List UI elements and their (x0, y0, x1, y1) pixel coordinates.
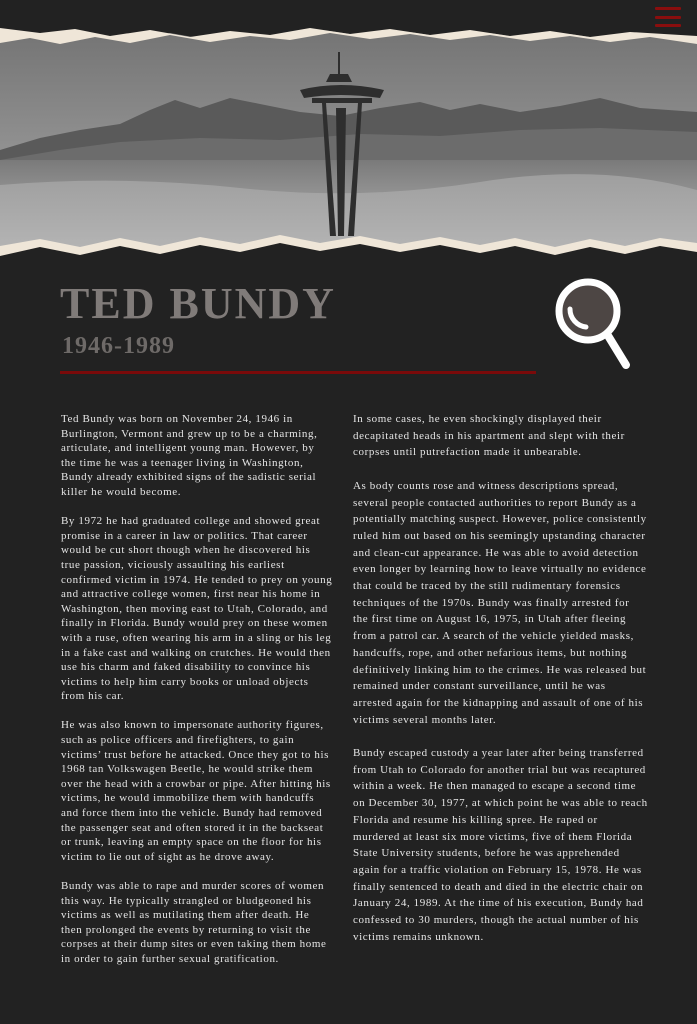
page-title: TED BUNDY (60, 279, 336, 328)
paragraph: In some cases, he even shockingly displayed their decapitated heads in his apartment and slept with their corpses until putrefaction made it unbearable. (353, 413, 625, 459)
paragraph: Ted Bundy was born on November 24, 1946 in Burlington, Vermont and grew up to be a charming, articulate, and intelligent young man. However, by the time he was a teenager living in Washington, Bundy already exhibited signs of the sadistic serial killer he would become. (61, 413, 318, 498)
title-divider (60, 371, 536, 374)
paragraph: By 1972 he had graduated college and showed great promise in a career in law or politics. That career would be cut short though when he discovered his true passion, viciously assaulting his earliest confirmed victim in 1974. He tended to prey on young and attractive college women, first near his home in Washington, then moving east to Utah, Colorado, and finally in Florida. Bundy would prey on these women with a ruse, often wearing his arm in a sling or his leg in a fake cast and walking on crutches. He would then use his charm and faked disability to convince his victims to help him carry books or unload objects from his car. (61, 515, 333, 703)
paragraph: As body counts rose and witness descriptions spread, several people contacted authorities to report Bundy as a potentially matching suspect. However, police consistently ruled him out based on his seemingly upstanding character and clean-cut appearance. He was able to avoid detection even longer by learning how to leave virtually no evidence that could be traced by the still rudimentary forensics techniques of the 1970s. Bundy was finally arrested for the first time on August 16, 1975, in Utah after fleeing from a patrol car. A search of the vehicle yielded masks, handcuffs, rope, and other nefarious items, but nothing definitively linking him to the crimes. He was released but remained under constant surveillance, until he was arrested again for the kidnapping and assault of one of his victims several months later. (353, 479, 647, 726)
paragraph: Bundy escaped custody a year later after being transferred from Utah to Colorado for another trial but was recaptured within a week. He then managed to escape a second time on December 30, 1977, at which point he was able to reach Florida and resume his killing spree. He raped or murdered at least six more victims, five of them Florida State University students, before he was apprehended again for a traffic violation on February 15, 1978. He was finally sentenced to death and died in the electric chair on January 24, 1989. At the time of his execution, Bundy had confessed to 30 murders, though the actual number of his victims remains unknown. (353, 747, 648, 943)
paragraph: Bundy was able to rape and murder scores of women this way. He typically strangled or bludgeoned his victims as well as mutilating them after death. He then prolonged the events by returning to visit the corpses at their dump sites or even taking them home in order to gain further sexual gratification. (61, 880, 327, 965)
article-left-column (61, 412, 333, 981)
article-right-column (353, 411, 648, 962)
search-button[interactable] (554, 277, 634, 373)
hamburger-icon (655, 7, 681, 10)
magnifier-icon (554, 277, 634, 373)
hero-image (0, 0, 697, 270)
menu-button[interactable] (655, 7, 681, 27)
life-years: 1946-1989 (62, 333, 175, 359)
paragraph: He was also known to impersonate authority figures, such as police officers and firefighters, to gain victims’ trust before he attacked. Once they got to his 1968 tan Volkswagen Beetle, he would strike them over the head with a crowbar or pipe. After hitting his victims, he would immobilize them with handcuffs and force them into the vehicle. Bundy had removed the passenger seat and often stored it in the backseat or trunk, leaving an empty space on the floor for his victim to lie out of sight as he drove away. (61, 719, 331, 863)
